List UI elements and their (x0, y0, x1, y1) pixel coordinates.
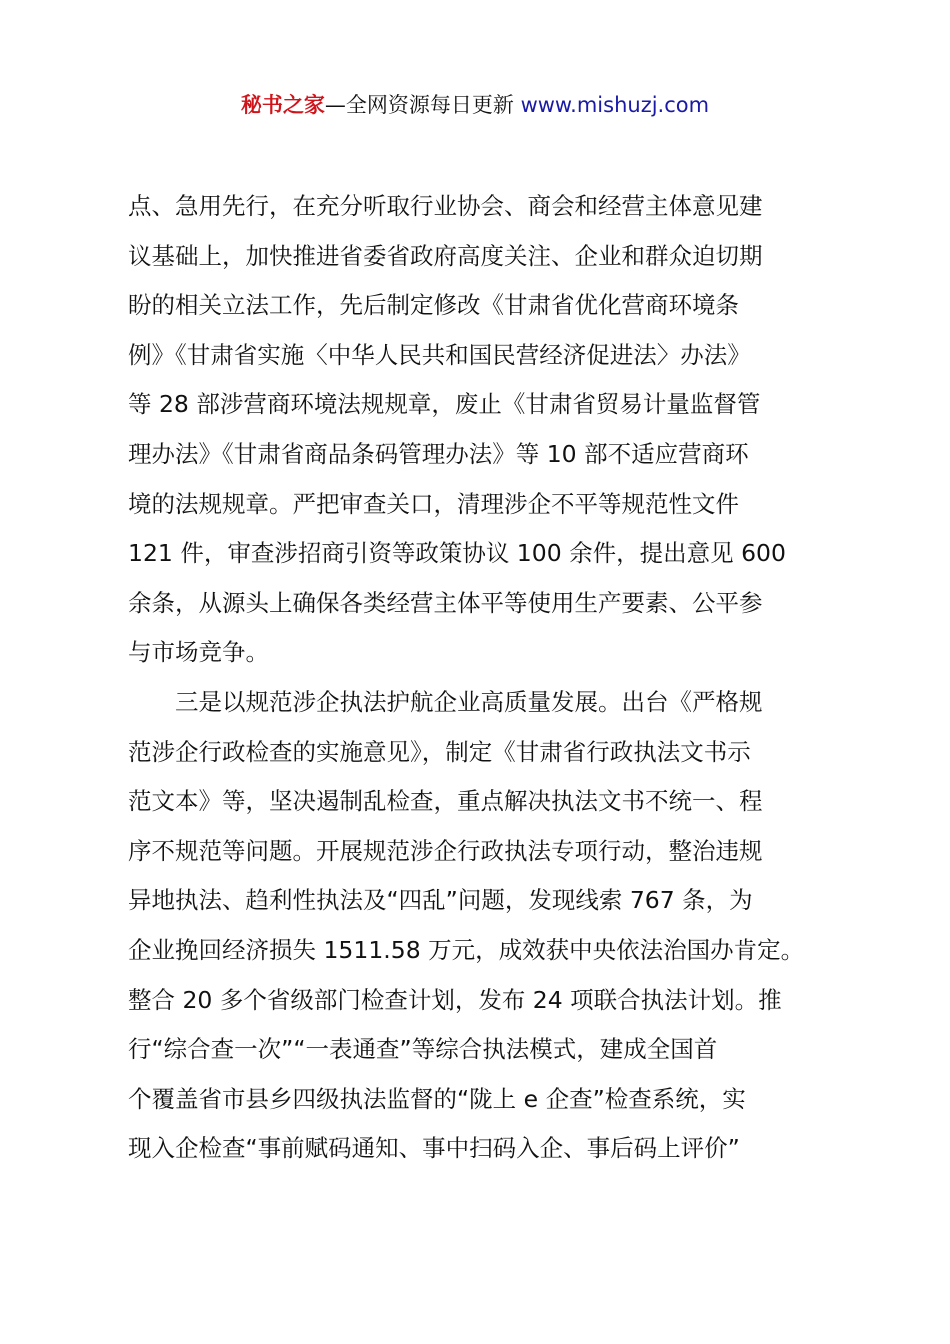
text-line: 异地执法、趋利性执法及“四乱”问题，发现线索 767 条，为 (128, 886, 753, 915)
text-line: 境的法规规章。严把审查关口，清理涉企不平等规范性文件 (128, 489, 739, 518)
text-line: 范涉企行政检查的实施意见》，制定《甘肃省行政执法文书示 (128, 737, 751, 766)
text-line: 点、急用先行，在充分听取行业协会、商会和经营主体意见建 (128, 192, 763, 220)
text-line: 等 28 部涉营商环境法规规章，废止《甘肃省贸易计量监督管 (128, 390, 761, 419)
text-line: 例》《甘肃省实施〈中华人民共和国民营经济促进法〉办法》 (128, 340, 751, 369)
brand-name: 秘书之家 (240, 93, 325, 117)
text-line: 范文本》等，坚决遏制乱检查，重点解决执法文书不统一、程 (128, 787, 763, 816)
header-slogan: —全网资源每日更新 (324, 93, 521, 117)
text-line: 整合 20 多个省级部门检查计划，发布 24 项联合执法计划。推 (128, 985, 782, 1014)
text-line: 盼的相关立法工作，先后制定修改《甘肃省优化营商环境条 (128, 291, 739, 320)
page-header (0, 90, 950, 120)
text-line: 议基础上，加快推进省委省政府高度关注、企业和群众迫切期 (128, 241, 763, 270)
text-line: 个覆盖省市县乡四级执法监督的“陇上 e 企查”检查系统，实 (128, 1084, 746, 1113)
text-line: 理办法》《甘肃省商品条码管理办法》等 10 部不适应营商环 (128, 439, 749, 468)
text-line: 现入企检查“事前赋码通知、事中扫码入企、事后码上评价” (128, 1134, 740, 1163)
text-line: 121 件，审查涉招商引资等政策协议 100 余件，提出意见 600 (128, 539, 786, 568)
paragraph-start-line: 三是以规范涉企执法护航企业高质量发展。出台《严格规 (175, 687, 763, 716)
document-body (128, 182, 848, 1174)
text-line: 序不规范等问题。开展规范涉企行政执法专项行动，整治违规 (128, 836, 763, 865)
text-line: 行“综合查一次”“一表通查”等综合执法模式，建成全国首 (128, 1035, 718, 1064)
text-line: 企业挽回经济损失 1511.58 万元，成效获中央依法治国办肯定。 (128, 935, 805, 964)
text-line: 余条，从源头上确保各类经营主体平等使用生产要素、公平参 (128, 588, 763, 617)
text-line: 与市场竞争。 (128, 638, 269, 667)
website-link[interactable]: www.mishuzj.com (520, 93, 710, 117)
